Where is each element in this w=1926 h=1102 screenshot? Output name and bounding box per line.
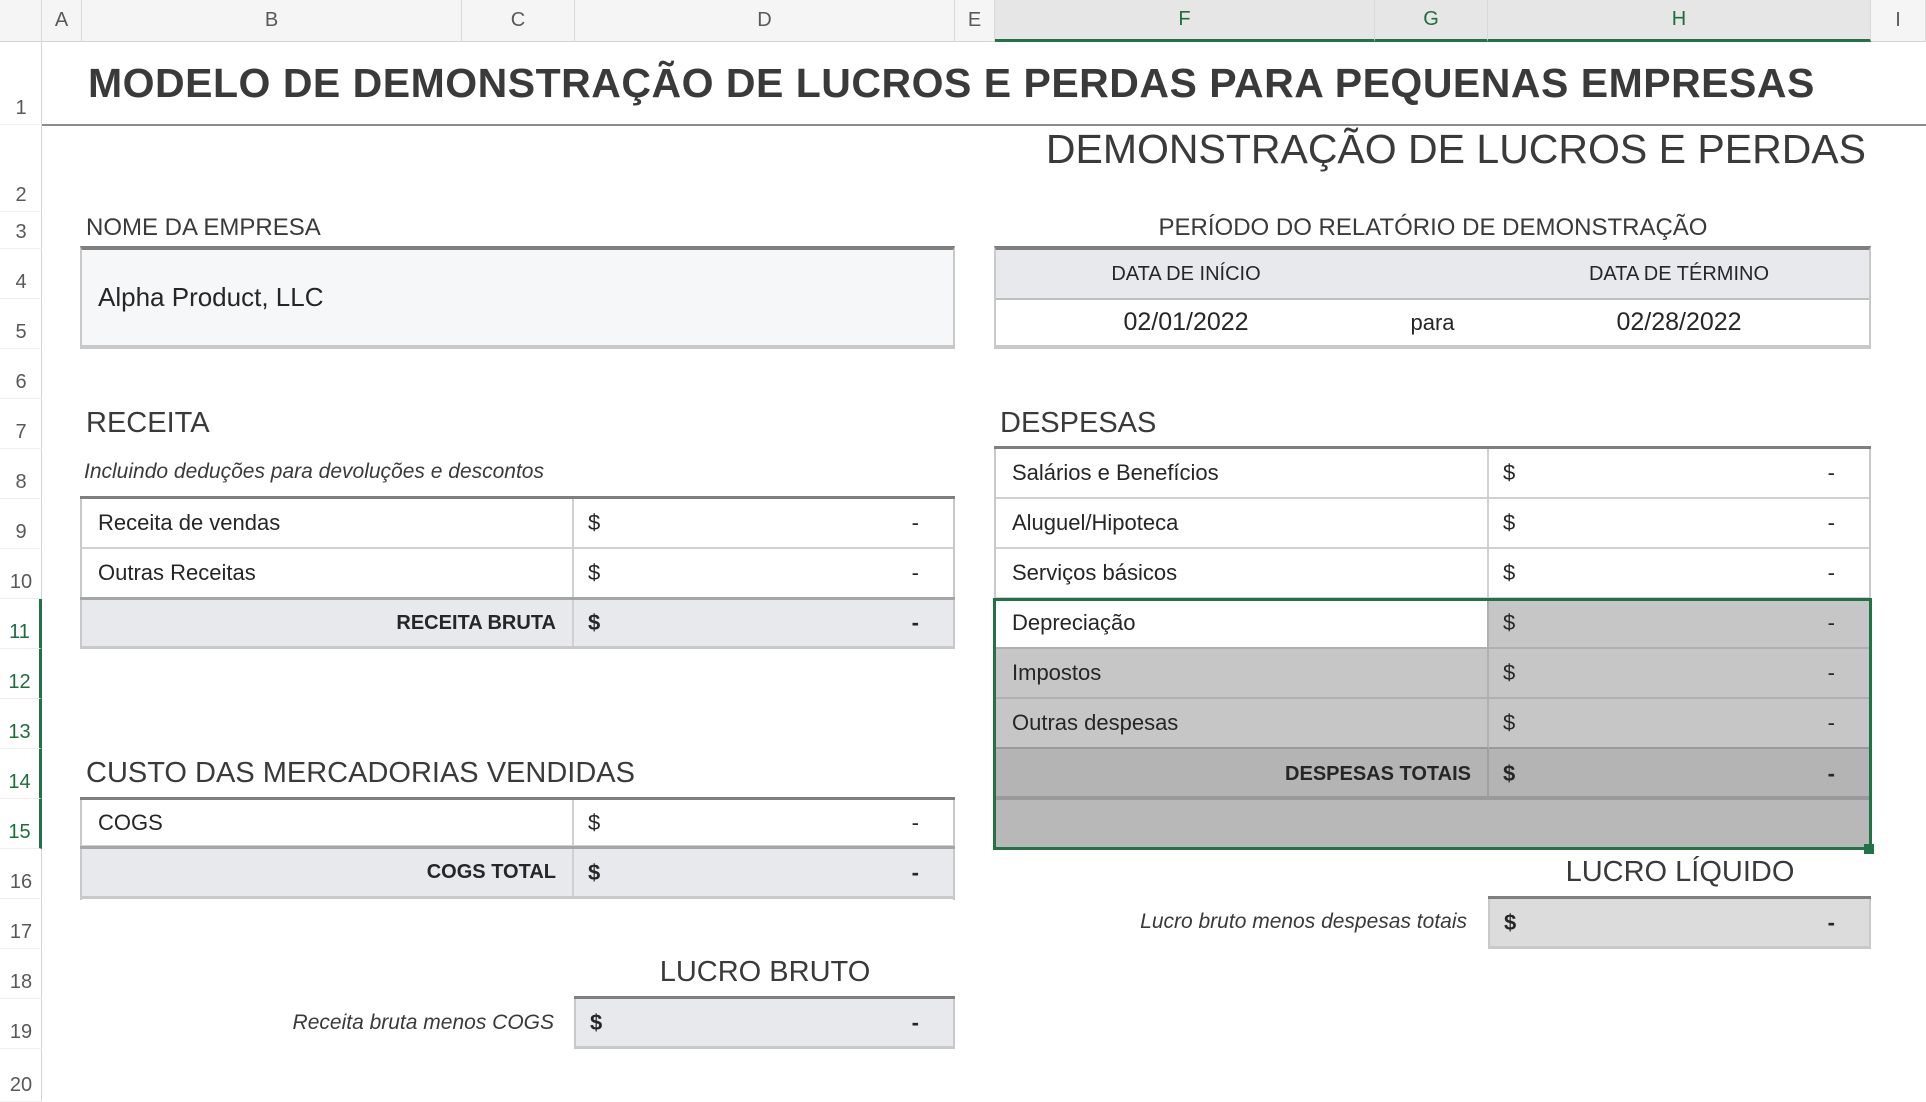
period-label: PERÍODO DO RELATÓRIO DE DEMONSTRAÇÃO: [1158, 214, 1708, 241]
net-profit-amount[interactable]: [1488, 899, 1871, 946]
select-all-corner[interactable]: [0, 0, 42, 42]
currency-symbol: $: [1503, 560, 1516, 585]
amount-value: -: [911, 510, 919, 535]
column-header-h[interactable]: H: [1488, 0, 1871, 42]
amount-value: -: [911, 859, 919, 885]
row-header-15[interactable]: 15: [0, 799, 42, 849]
expense-row-label[interactable]: Salários e Benefícios: [996, 449, 1489, 499]
revenue-row-label[interactable]: Outras Receitas: [82, 549, 574, 599]
cogs-title: CUSTO DAS MERCADORIAS VENDIDAS: [86, 757, 635, 789]
amount-value: -: [1827, 460, 1835, 485]
expense-row-label[interactable]: Serviços básicos: [996, 549, 1489, 599]
amount-value: -: [1827, 909, 1835, 935]
currency-symbol: $: [1503, 460, 1516, 485]
currency-symbol: $: [1504, 909, 1517, 935]
currency-symbol: $: [1503, 510, 1516, 535]
expense-row-amount[interactable]: [1489, 449, 1869, 499]
row-header-14[interactable]: 14: [0, 749, 42, 799]
end-date-header: DATA DE TÉRMINO: [1489, 250, 1869, 298]
row-header-2[interactable]: 2: [0, 125, 42, 212]
net-profit-note: Lucro bruto menos despesas totais: [1140, 910, 1467, 933]
net-profit-bottom-rule: [1488, 946, 1871, 949]
expense-row-label[interactable]: Impostos: [996, 649, 1489, 699]
currency-symbol: $: [1503, 610, 1516, 635]
row-header-3[interactable]: 3: [0, 212, 42, 249]
row-header-17[interactable]: 17: [0, 899, 42, 949]
amount-value: -: [911, 610, 919, 635]
amount-value: -: [1827, 761, 1835, 786]
company-name-value: Alpha Product, LLC: [98, 282, 324, 312]
company-label: NOME DA EMPRESA: [86, 214, 321, 241]
company-name-field[interactable]: [80, 246, 955, 349]
start-date-field[interactable]: 02/01/2022: [1123, 308, 1249, 336]
expense-row-amount[interactable]: [1489, 499, 1869, 549]
currency-symbol: $: [590, 1009, 603, 1035]
amount-value: -: [911, 560, 919, 585]
statement-subtitle: DEMONSTRAÇÃO DE LUCROS E PERDAS: [1045, 126, 1866, 172]
gross-revenue-label: RECEITA BRUTA: [82, 600, 574, 646]
amount-value: -: [1827, 610, 1835, 635]
revenue-row-amount[interactable]: [574, 499, 953, 549]
column-header-i[interactable]: I: [1871, 0, 1926, 42]
column-header-g[interactable]: G: [1375, 0, 1488, 42]
gross-profit-title: LUCRO BRUTO: [659, 956, 871, 988]
amount-value: -: [911, 1009, 919, 1035]
row-header-10[interactable]: 10: [0, 549, 42, 599]
page-title: MODELO DE DEMONSTRAÇÃO DE LUCROS E PERDAS PARA PEQUENAS EMPRESAS: [88, 60, 1815, 106]
currency-symbol: $: [588, 859, 601, 885]
currency-symbol: $: [1503, 710, 1516, 735]
row-header-12[interactable]: 12: [0, 649, 42, 699]
cogs-row-amount[interactable]: [574, 800, 953, 847]
currency-symbol: $: [588, 560, 601, 585]
amount-value: -: [911, 809, 919, 835]
cogs-total-label: COGS TOTAL: [82, 849, 574, 896]
revenue-row-amount[interactable]: [574, 549, 953, 599]
row-header-6[interactable]: 6: [0, 349, 42, 399]
row-header-18[interactable]: 18: [0, 949, 42, 999]
gross-revenue-amount[interactable]: [574, 600, 953, 646]
row-header-1[interactable]: 1: [0, 42, 42, 125]
revenue-bottom-rule: [80, 646, 955, 649]
total-expenses-label: DESPESAS TOTAIS: [996, 749, 1489, 799]
column-header-e[interactable]: E: [955, 0, 995, 42]
row-header-9[interactable]: 9: [0, 499, 42, 549]
row-header-11[interactable]: 11: [0, 599, 42, 649]
expense-row-label[interactable]: Depreciação: [996, 599, 1489, 649]
row-header-5[interactable]: 5: [0, 299, 42, 349]
row-header-19[interactable]: 19: [0, 999, 42, 1049]
row-header-13[interactable]: 13: [0, 699, 42, 749]
expense-row-label[interactable]: Aluguel/Hipoteca: [996, 499, 1489, 549]
column-header-f[interactable]: F: [995, 0, 1375, 42]
amount-value: -: [1827, 660, 1835, 685]
row-header-16[interactable]: 16: [0, 849, 42, 899]
gross-profit-amount[interactable]: [574, 999, 955, 1046]
row-header-4[interactable]: 4: [0, 249, 42, 299]
currency-symbol: $: [588, 510, 601, 535]
amount-value: -: [1827, 710, 1835, 735]
gross-profit-note: Receita bruta menos COGS: [292, 1011, 554, 1034]
row-header-20[interactable]: 20: [0, 1049, 42, 1102]
currency-symbol: $: [588, 809, 601, 835]
fill-handle[interactable]: [1864, 844, 1874, 854]
row-header-7[interactable]: 7: [0, 399, 42, 449]
net-profit-title: LUCRO LÍQUIDO: [1565, 856, 1795, 888]
column-header-a[interactable]: A: [42, 0, 82, 42]
cogs-total-amount[interactable]: [574, 849, 953, 896]
amount-value: -: [1827, 510, 1835, 535]
column-header-d[interactable]: D: [575, 0, 955, 42]
period-header-fill: [1376, 250, 1489, 298]
column-header-c[interactable]: C: [462, 0, 575, 42]
end-date-field[interactable]: 02/28/2022: [1616, 308, 1742, 336]
gross-profit-bottom-rule: [574, 1046, 955, 1049]
start-date-header: DATA DE INÍCIO: [996, 250, 1376, 298]
revenue-row-label[interactable]: Receita de vendas: [82, 499, 574, 549]
amount-value: -: [1827, 560, 1835, 585]
cogs-row-label[interactable]: COGS: [82, 800, 574, 847]
period-connector-text: para: [1410, 309, 1455, 335]
row-header-8[interactable]: 8: [0, 449, 42, 499]
currency-symbol: $: [588, 610, 601, 635]
currency-symbol: $: [1503, 660, 1516, 685]
cogs-bottom-rule: [80, 896, 955, 899]
expenses-title: DESPESAS: [1000, 407, 1157, 439]
currency-symbol: $: [1503, 761, 1516, 786]
column-header-b[interactable]: B: [82, 0, 462, 42]
cell-selection-range[interactable]: [993, 598, 1872, 850]
revenue-title: RECEITA: [86, 407, 210, 439]
revenue-note: Incluindo deduções para devoluções e descontos: [84, 460, 544, 483]
expense-row-label[interactable]: Outras despesas: [996, 699, 1489, 749]
expense-row-amount[interactable]: [1489, 549, 1869, 599]
